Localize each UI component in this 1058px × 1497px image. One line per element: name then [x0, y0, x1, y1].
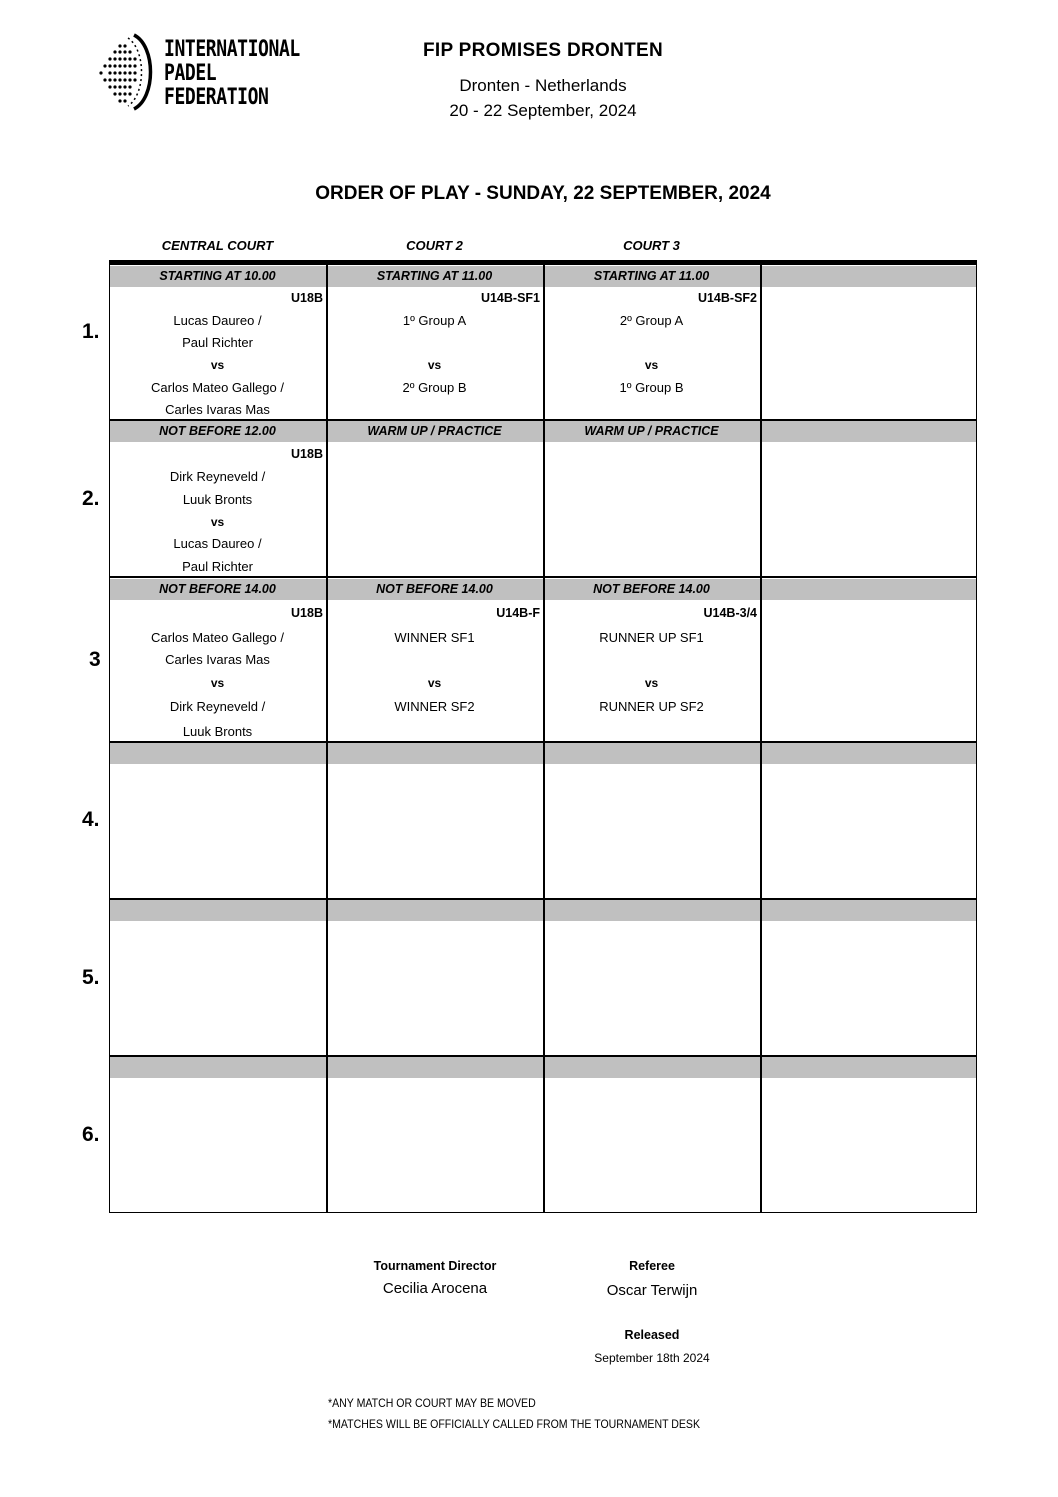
director-name: Cecilia Arocena [382, 1280, 488, 1297]
team-player: RUNNER UP SF1 [599, 630, 704, 645]
row-number-4: 4. [82, 808, 100, 831]
team-player: Carles Ivaras Mas [165, 652, 270, 667]
band-time: NOT BEFORE 14.00 [593, 582, 710, 596]
referee-label: Referee [629, 1259, 675, 1273]
team-player: Carles Ivaras Mas [165, 402, 270, 417]
logo-wordmark: INTERNATIONAL PADEL FEDERATION [164, 37, 300, 110]
column-divider [760, 265, 762, 1213]
team-player: Carlos Mateo Gallego / [151, 630, 284, 645]
band-time: STARTING AT 11.00 [593, 269, 710, 283]
director-label: Tournament Director [373, 1259, 497, 1273]
row-number-1: 1. [82, 320, 100, 343]
referee-name: Oscar Terwijn [606, 1282, 698, 1299]
row-number-3: 3 [89, 648, 101, 671]
versus-label: vs [644, 358, 659, 372]
versus-label: vs [210, 676, 225, 690]
event-title: FIP PROMISES DRONTEN [422, 40, 663, 61]
band-time: STARTING AT 10.00 [159, 269, 276, 283]
column-divider [543, 265, 545, 1213]
row-number-6: 6. [82, 1123, 100, 1146]
match-category: U14B-3/4 [703, 606, 757, 620]
team-player: RUNNER UP SF2 [599, 699, 704, 714]
team-player: 2º Group A [619, 313, 684, 328]
band-time: NOT BEFORE 14.00 [376, 582, 493, 596]
team-player: 2º Group B [402, 380, 467, 395]
versus-label: vs [210, 358, 225, 372]
note-moved: *ANY MATCH OR COURT MAY BE MOVED [328, 1396, 536, 1410]
band-time: STARTING AT 11.00 [376, 269, 493, 283]
match-category: U18B [291, 447, 323, 461]
team-player: Lucas Daureo / [173, 313, 262, 328]
released-date: September 18th 2024 [594, 1351, 710, 1365]
released-label: Released [624, 1328, 680, 1342]
row-number-5: 5. [82, 966, 100, 989]
row-number-2: 2. [82, 487, 100, 510]
team-player: Luuk Bronts [182, 492, 253, 507]
court-heading-2: COURT 2 [406, 238, 463, 253]
column-divider [326, 265, 328, 1213]
court-heading-3: COURT 3 [623, 238, 680, 253]
event-location: Dronten - Netherlands [459, 76, 627, 95]
match-category: U18B [291, 606, 323, 620]
team-player: 1º Group A [402, 313, 467, 328]
team-player: Paul Richter [182, 335, 253, 350]
team-player: WINNER SF2 [394, 699, 475, 714]
team-player: Lucas Daureo / [173, 536, 262, 551]
team-player: Paul Richter [182, 559, 253, 574]
match-category: U14B-SF2 [697, 291, 757, 305]
court-heading-central: CENTRAL COURT [161, 238, 274, 253]
match-category: U14B-F [496, 606, 540, 620]
match-category: U18B [291, 291, 323, 305]
order-of-play-title: ORDER OF PLAY - SUNDAY, 22 SEPTEMBER, 2024 [315, 183, 771, 204]
team-player: Carlos Mateo Gallego / [151, 380, 284, 395]
match-category: U14B-SF1 [480, 291, 540, 305]
versus-label: vs [427, 676, 442, 690]
team-player: Dirk Reyneveld / [169, 469, 266, 484]
note-called: *MATCHES WILL BE OFFICIALLY CALLED FROM THE TOURNAMENT DESK [328, 1417, 701, 1431]
team-player: Dirk Reyneveld / [169, 699, 266, 714]
versus-label: vs [210, 515, 225, 529]
band-time: NOT BEFORE 14.00 [159, 582, 276, 596]
versus-label: vs [644, 676, 659, 690]
versus-label: vs [427, 358, 442, 372]
band-time: WARM UP / PRACTICE [367, 424, 502, 438]
event-dates: 20 - 22 September, 2024 [449, 101, 637, 120]
team-player: WINNER SF1 [394, 630, 475, 645]
band-time: WARM UP / PRACTICE [584, 424, 719, 438]
team-player: 1º Group B [619, 380, 684, 395]
band-time: NOT BEFORE 12.00 [159, 424, 276, 438]
team-player: Luuk Bronts [182, 724, 253, 739]
